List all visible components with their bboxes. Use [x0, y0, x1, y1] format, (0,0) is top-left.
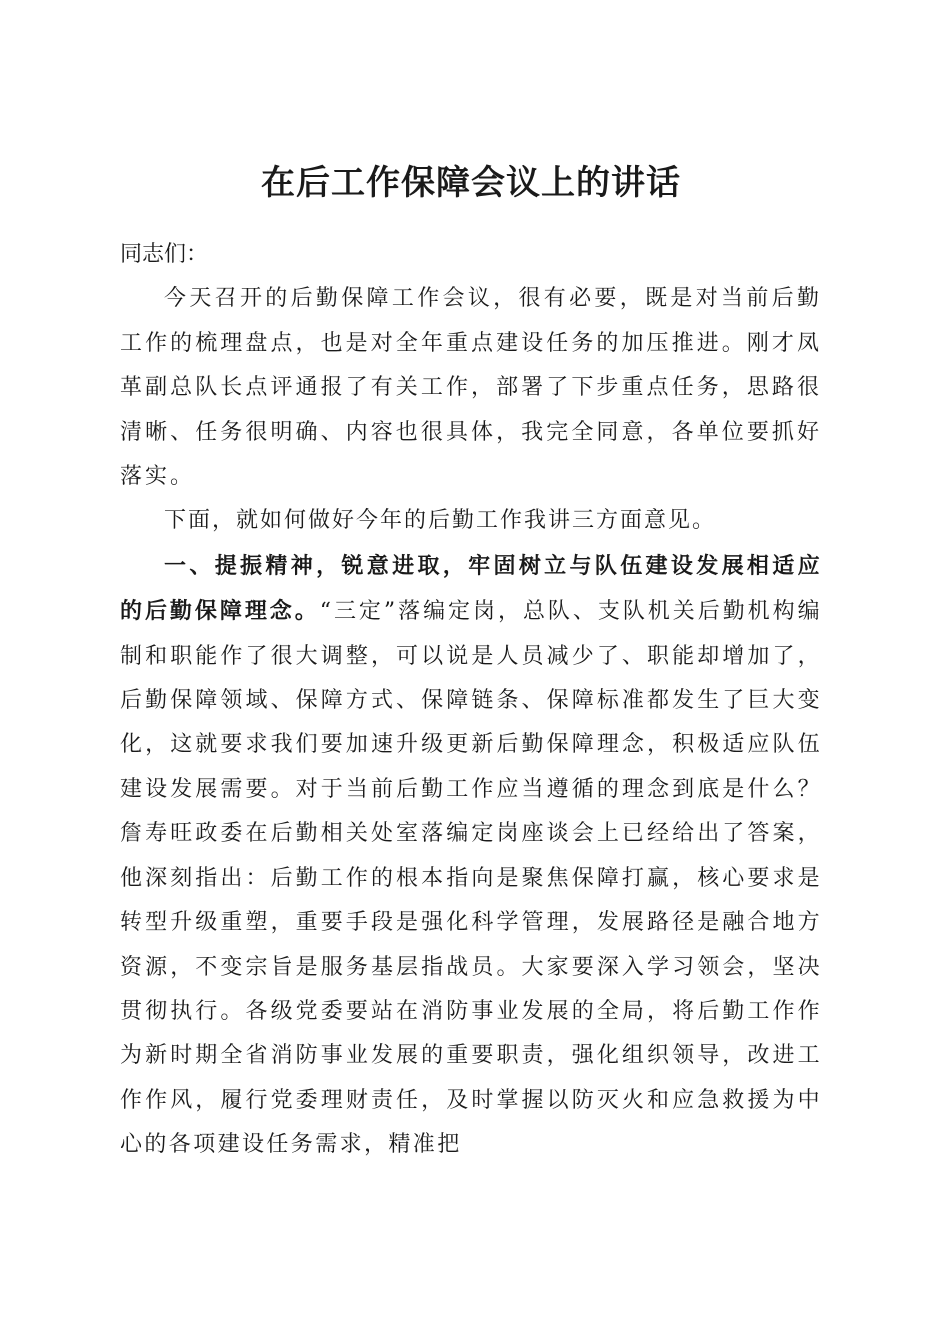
- paragraph-opening: 今天召开的后勤保障工作会议，很有必要，既是对当前后勤工作的梳理盘点，也是对全年重点建设任务的加压推进。刚才凤革副总队长点评通报了有关工作，部署了下步重点任务，思路很清晰、任务很明确、内容也很具体，我完全同意，各单位要抓好落实。: [120, 286, 822, 490]
- section-one-text: “三定”落编定岗，总队、支队机关后勤机构编制和职能作了很大调整，可以说是人员减少了、职能却增加了，后勤保障领域、保障方式、保障链条、保障标准都发生了巨大变化，这就要求我们要加速升级更新后勤保障理念，积极适应队伍建设发展需要。对于当前后勤工作应当遵循的理念到底是什么？詹寿旺政委在后勤相关处室落编定岗座谈会上已经给出了答案，他深刻指出：后勤工作的根本指向是聚焦保障打赢，核心要求是转型升级重塑，重要手段是强化科学管理，发展路径是融合地方资源，不变宗旨是服务基层指战员。大家要深入学习领会，坚决贯彻执行。各级党委要站在消防事业发展的全局，将后勤工作作为新时期全省消防事业发展的重要职责，强化组织领导，改进工作作风，履行党委理财责任，及时掌握以防灭火和应急救援为中心的各项建设任务需求，精准把: [120, 599, 822, 1158]
- paragraph-section-one: [120, 544, 822, 1168]
- paragraph-outline: 下面，就如何做好今年的后勤工作我讲三方面意见。: [164, 508, 717, 534]
- document-title: 在后工作保障会议上的讲话: [261, 162, 681, 203]
- document-body: [120, 233, 822, 1168]
- salutation: 同志们：: [120, 242, 209, 267]
- section-one-heading: 一、提振精神，锐意进取，牢固树立与队伍建设发展相适应的后勤保障理念。: [120, 552, 822, 625]
